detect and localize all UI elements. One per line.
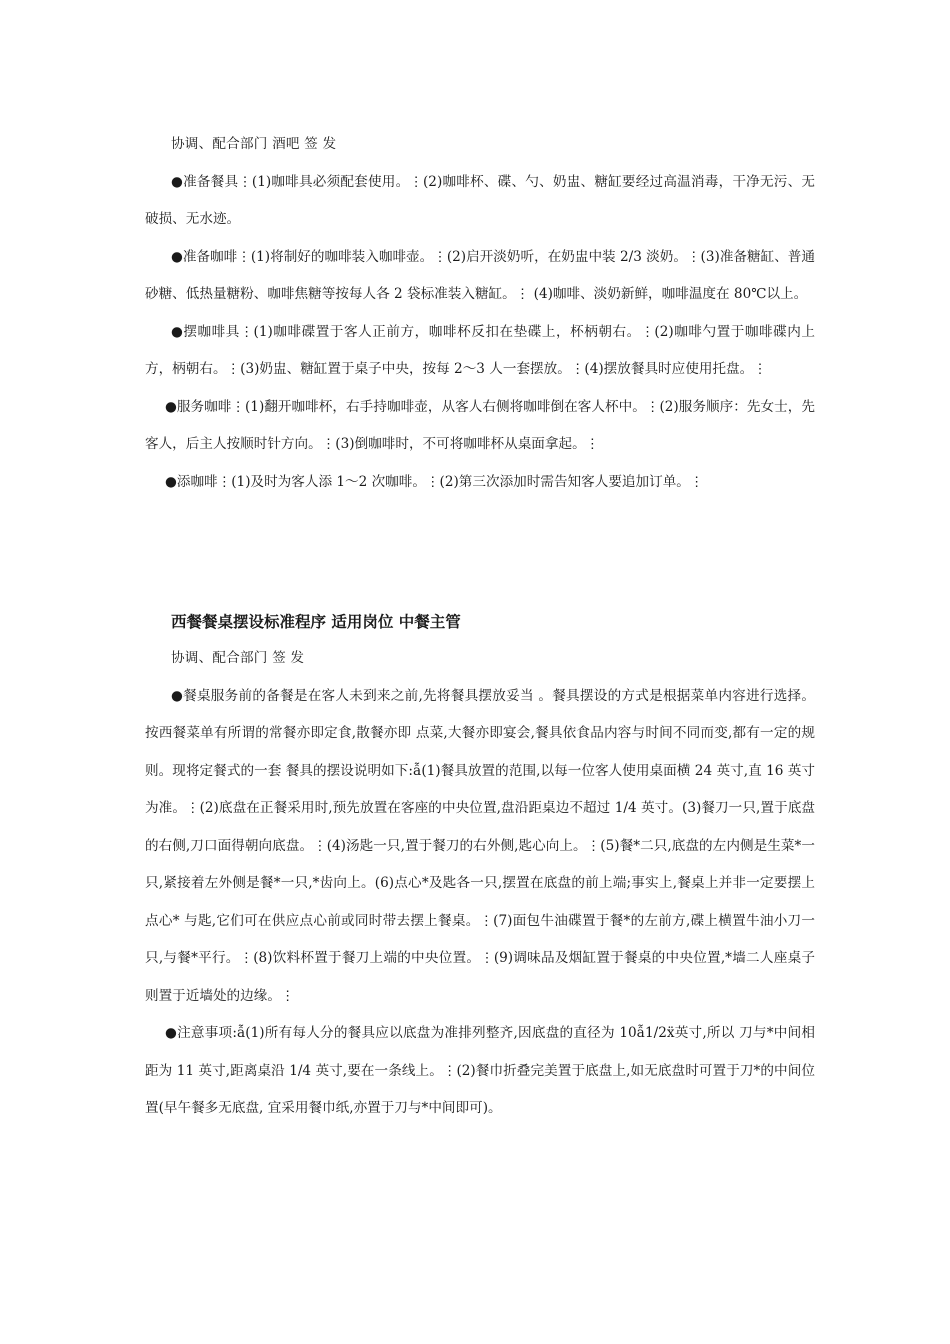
section-meta: 协调、配合部门 酒吧 签 发 bbox=[171, 136, 337, 152]
section-meta: 协调、配合部门 签 发 bbox=[171, 650, 305, 666]
paragraph-prepare-tableware: ●准备餐具⋮(1)咖啡具必须配套使用。⋮(2)咖啡杯、碟、勺、奶盅、糖缸要经过高温消毒，干净无污、无破损、无水迹。 bbox=[145, 173, 815, 227]
paragraph-prepare-coffee: ●准备咖啡⋮(1)将制好的咖啡装入咖啡壶。⋮(2)启开淡奶听，在奶盅中装 2/3 淡奶。⋮(3)准备糖缸、普通砂糖、低热量糖粉、咖啡焦糖等按每人各 2 袋标准装入糖缸。⋮ (4)咖啡、淡奶新鲜，咖啡温度在 80℃以上。 bbox=[145, 248, 815, 302]
paragraph-set-coffee-ware: ●摆咖啡具⋮(1)咖啡碟置于客人正前方，咖啡杯反扣在垫碟上，杯柄朝右。⋮(2)咖啡勺置于咖啡碟内上方，柄朝右。⋮(3)奶盅、糖缸置于桌子中央，按每 2～3 人一套摆放。⋮(4)摆放餐具时应使用托盘。⋮ bbox=[145, 323, 815, 377]
western-table-setting-section bbox=[145, 612, 815, 1128]
coffee-service-section bbox=[145, 126, 815, 501]
paragraph-refill-coffee: ●添咖啡⋮(1)及时为客人添 1～2 次咖啡。⋮(2)第三次添加时需告知客人要追加订单。⋮ bbox=[165, 473, 704, 490]
paragraph-table-setting: ●餐桌服务前的备餐是在客人未到来之前,先将餐具摆放妥当 。餐具摆设的方式是根据菜单内容进行选择。按西餐菜单有所谓的常餐亦即定食,散餐亦即 点菜,大餐亦即宴会,餐具依食品内容与时间不同而变,都有一定的规则。现将定餐式的一套 餐具的摆设说明如下:ẫ(1)餐具放置的范围,以每一位客人使用桌面横 24 英寸,直 16 英寸为准。⋮(2)底盘在正餐采用时,预先放置在客座的中央位置,盘沿距桌边不超过 1/4 英寸。(3)餐刀一只,置于底盘的右侧,刀口面得朝向底盘。⋮(4)汤匙一只,置于餐刀的右外侧,匙心向上。⋮(5)餐*二只,底盘的左内侧是生菜*一只,紧接着左外侧是餐*一只,*齿向上。(6)点心*及匙各一只,摆置在底盘的前上端;事实上,餐桌上并非一定要摆上点心* 与匙,它们可在供应点心前或同时带去摆上餐桌。⋮(7)面包牛油碟置于餐*的左前方,碟上横置牛油小刀一只,与餐*平行。⋮(8)饮料杯置于餐刀上端的中央位置。⋮(9)调味品及烟缸置于餐桌的中央位置,*墙二人座桌子则置于近墙处的边缘。⋮ bbox=[145, 687, 815, 1004]
paragraph-serve-coffee: ●服务咖啡⋮(1)翻开咖啡杯，右手持咖啡壶，从客人右侧将咖啡倒在客人杯中。⋮(2)服务顺序：先女士，先客人，后主人按顺时针方向。⋮(3)倒咖啡时，不可将咖啡杯从桌面拿起。⋮ bbox=[145, 398, 815, 452]
paragraph-notes: ●注意事项:ẫ(1)所有每人分的餐具应以底盘为准排列整齐,因底盘的直径为 10ẫ1/2ẍ英寸,所以 刀与*中间相距为 11 英寸,距离桌沿 1/4 英寸,要在一条线上。⋮(2)餐巾折叠完美置于底盘上,如无底盘时可置于刀*的中间位置(早午餐多无底盘, 宜采用餐巾纸,亦置于刀与*中间即可)。 bbox=[145, 1025, 815, 1116]
section-title: 西餐餐桌摆设标准程序 适用岗位 中餐主管 bbox=[171, 613, 461, 631]
